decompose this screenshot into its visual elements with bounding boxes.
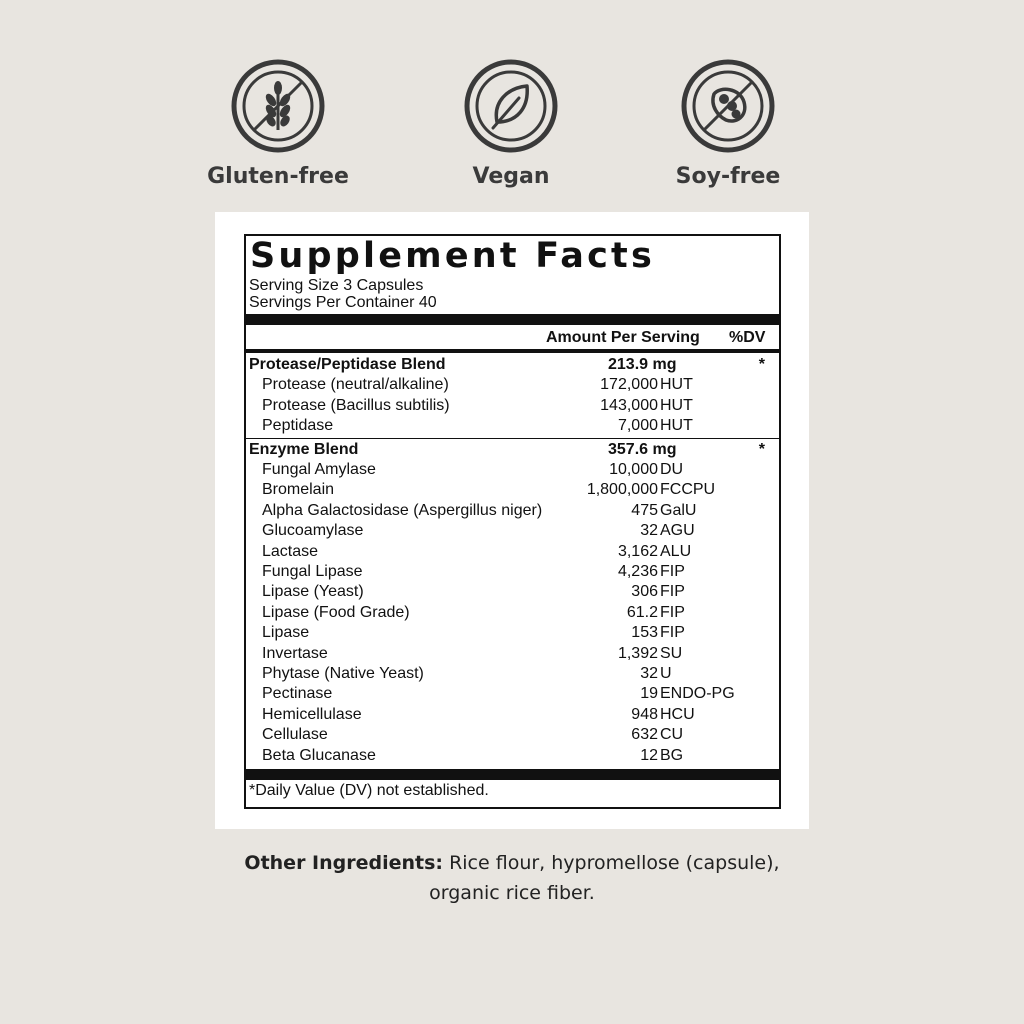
ingredient-name: Cellulase bbox=[262, 726, 328, 744]
ingredient-amount: 10,000 bbox=[609, 461, 658, 478]
thick-divider bbox=[246, 314, 779, 325]
ingredient-name: Lipase (Yeast) bbox=[262, 583, 364, 601]
supplement-facts-card bbox=[215, 212, 809, 829]
ingredient-name: Beta Glucanase bbox=[262, 746, 376, 764]
ingredient-amount: 475 bbox=[631, 501, 658, 519]
ingredient-name: Protease (neutral/alkaline) bbox=[262, 376, 449, 394]
ingredient-name: Pectinase bbox=[262, 685, 333, 703]
ingredient-unit: ENDO-PG bbox=[660, 685, 735, 703]
ingredient-unit: U bbox=[660, 665, 672, 682]
ingredient-row bbox=[246, 562, 779, 582]
ingredient-amount: 4,236 bbox=[617, 563, 658, 580]
ingredient-unit: AGU bbox=[660, 522, 695, 540]
ingredient-row bbox=[246, 416, 779, 436]
no-soy-icon bbox=[638, 58, 818, 154]
dv-footnote: *Daily Value (DV) not established. bbox=[249, 782, 489, 799]
ingredient-amount: 32 bbox=[640, 665, 658, 682]
ingredient-row bbox=[246, 705, 779, 725]
other-ingredients bbox=[0, 848, 1024, 908]
ingredient-name: Hemicellulase bbox=[262, 705, 362, 723]
servings-per-container: Servings Per Container 40 bbox=[249, 294, 437, 311]
ingredient-row bbox=[246, 521, 779, 541]
ingredient-amount: 143,000 bbox=[600, 396, 658, 414]
facts-title: Supplement Facts bbox=[250, 236, 655, 276]
ingredient-name: Bromelain bbox=[262, 481, 335, 499]
ingredient-amount: 153 bbox=[631, 624, 658, 642]
ingredient-row bbox=[246, 375, 779, 395]
no-gluten-wheat-icon bbox=[188, 58, 368, 154]
blend-dv: * bbox=[758, 440, 765, 458]
ingredient-row bbox=[246, 725, 779, 745]
ingredient-row bbox=[246, 501, 779, 521]
ingredient-row bbox=[246, 644, 779, 664]
ingredient-amount: 7,000 bbox=[617, 417, 658, 435]
badge-row bbox=[0, 58, 1024, 198]
ingredient-name: Phytase (Native Yeast) bbox=[262, 665, 424, 682]
ingredient-name: Invertase bbox=[262, 644, 328, 662]
ingredient-row bbox=[246, 684, 779, 704]
supplement-facts-panel bbox=[244, 234, 781, 809]
ingredient-row bbox=[246, 603, 779, 623]
ingredient-amount: 19 bbox=[640, 685, 658, 703]
ingredient-amount: 32 bbox=[640, 522, 658, 540]
ingredient-name: Protease (Bacillus subtilis) bbox=[262, 396, 450, 414]
ingredient-amount: 1,800,000 bbox=[586, 481, 658, 499]
ingredient-unit: ALU bbox=[660, 542, 692, 560]
badge-label-soy-free: Soy-free bbox=[675, 164, 781, 189]
ingredient-amount: 12 bbox=[640, 746, 658, 764]
blend-amount: 213.9 mg bbox=[608, 356, 677, 373]
blend-row bbox=[246, 355, 779, 375]
blend-name: Enzyme Blend bbox=[249, 440, 359, 458]
ingredient-row bbox=[246, 396, 779, 416]
ingredient-unit: FIP bbox=[660, 624, 685, 642]
ingredient-unit: GalU bbox=[660, 501, 697, 519]
ingredient-unit: SU bbox=[660, 644, 683, 662]
ingredient-row bbox=[246, 542, 779, 562]
badge-gluten-free bbox=[188, 58, 368, 189]
ingredient-unit: FIP bbox=[660, 583, 685, 601]
ingredient-amount: 1,392 bbox=[617, 644, 658, 662]
ingredient-row bbox=[246, 664, 779, 684]
ingredient-row bbox=[246, 623, 779, 643]
blend-row bbox=[246, 440, 779, 460]
other-ingredients-line1: Rice flour, hypromellose (capsule), bbox=[449, 852, 780, 874]
ingredient-row bbox=[246, 460, 779, 480]
badge-vegan bbox=[421, 58, 601, 189]
ingredient-unit: HUT bbox=[660, 376, 693, 394]
column-header-dv: %DV bbox=[729, 329, 766, 346]
other-ingredients-label: Other Ingredients: bbox=[244, 852, 444, 874]
ingredient-name: Alpha Galactosidase (Aspergillus niger) bbox=[262, 501, 543, 519]
ingredient-amount: 632 bbox=[631, 726, 658, 744]
ingredient-unit: HCU bbox=[660, 705, 695, 723]
ingredient-unit: CU bbox=[660, 726, 684, 744]
blend-amount: 357.6 mg bbox=[608, 440, 677, 458]
ingredient-unit: FIP bbox=[660, 603, 685, 621]
ingredient-amount: 948 bbox=[631, 705, 658, 723]
thick-divider-bottom bbox=[246, 769, 779, 780]
ingredient-amount: 306 bbox=[631, 583, 658, 601]
badge-label-gluten-free: Gluten-free bbox=[207, 164, 349, 189]
blend-dv: * bbox=[758, 356, 765, 373]
ingredient-amount: 3,162 bbox=[617, 542, 658, 560]
ingredient-name: Fungal Lipase bbox=[262, 563, 363, 580]
badge-soy-free bbox=[638, 58, 818, 189]
column-header-amount: Amount Per Serving bbox=[546, 329, 700, 346]
ingredient-name: Fungal Amylase bbox=[262, 461, 376, 478]
ingredient-amount: 61.2 bbox=[626, 603, 658, 621]
other-ingredients-line2: organic rice fiber. bbox=[429, 882, 595, 904]
ingredient-unit: HUT bbox=[660, 396, 693, 414]
ingredient-name: Lipase (Food Grade) bbox=[262, 603, 410, 621]
ingredient-amount: 172,000 bbox=[600, 376, 658, 394]
ingredient-unit: FIP bbox=[660, 563, 685, 580]
ingredient-unit: BG bbox=[660, 746, 684, 764]
ingredient-name: Lipase bbox=[262, 624, 310, 642]
ingredient-unit: HUT bbox=[660, 417, 693, 435]
ingredient-row bbox=[246, 480, 779, 500]
ingredient-row bbox=[246, 582, 779, 602]
serving-size: Serving Size 3 Capsules bbox=[249, 277, 424, 294]
badge-label-vegan: Vegan bbox=[472, 164, 550, 189]
ingredient-name: Peptidase bbox=[262, 417, 334, 435]
ingredient-unit: FCCPU bbox=[660, 481, 716, 499]
vegan-leaf-icon bbox=[421, 58, 601, 154]
ingredient-unit: DU bbox=[660, 461, 684, 478]
ingredient-name: Glucoamylase bbox=[262, 522, 364, 540]
medium-divider bbox=[246, 349, 779, 353]
ingredient-row bbox=[246, 746, 779, 766]
ingredient-name: Lactase bbox=[262, 542, 319, 560]
blend-name: Protease/Peptidase Blend bbox=[249, 356, 446, 373]
